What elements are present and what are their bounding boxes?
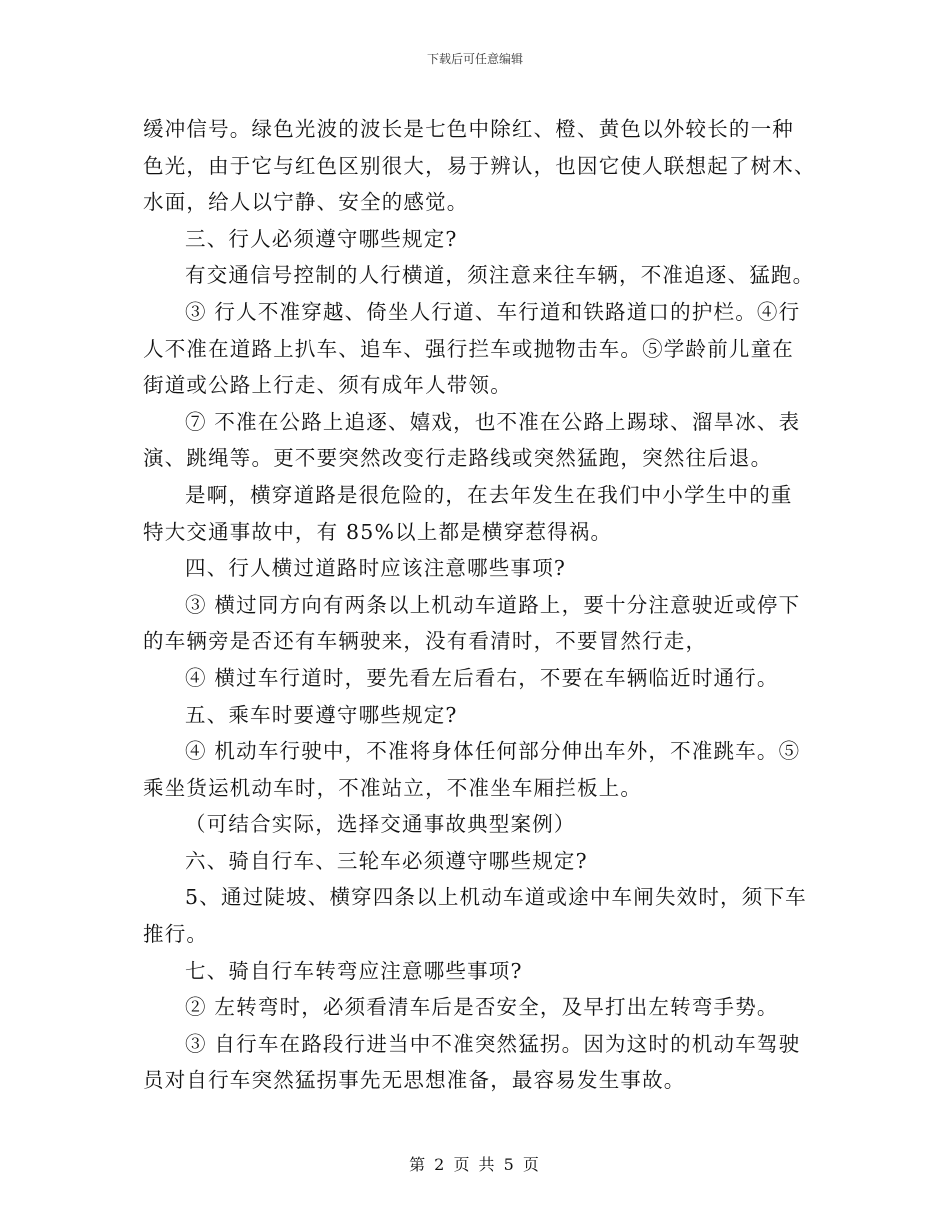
text-line: 缓冲信号。绿色光波的波长是七色中除红、橙、黄色以外较长的一种 bbox=[143, 117, 794, 141]
text-line: ⑦ 不准在公路上追逐、嬉戏，也不准在公路上踢球、溜旱冰、表 bbox=[185, 409, 801, 434]
text-line: 乘坐货运机动车时，不准站立，不准坐车厢拦板上。 bbox=[143, 775, 643, 800]
text-line: ③ 自行车在路段行进当中不准突然猛拐。因为这时的机动车驾驶 bbox=[185, 1031, 801, 1056]
text-line: 员对自行车突然猛拐事先无思想准备，最容易发生事故。 bbox=[143, 1068, 686, 1093]
text-line: 街道或公路上行走、须有成年人带领。 bbox=[143, 373, 512, 398]
text-line: 水面，给人以宁静、安全的感觉。 bbox=[143, 190, 469, 215]
document-body bbox=[143, 111, 815, 1099]
text-line: ④ 机动车行驶中，不准将身体任何部分伸出车外，不准跳车。⑤ bbox=[185, 739, 801, 764]
text-line: 演、跳绳等。更不要突然改变行走路线或突然猛跑，突然往后退。 bbox=[143, 446, 773, 471]
page-number: 第 2 页 共 5 页 bbox=[409, 1155, 541, 1174]
text-line: ③ 横过同方向有两条以上机动车道路上，要十分注意驶近或停下 bbox=[185, 592, 801, 617]
text-line: 人不准在道路上扒车、追车、强行拦车或抛物击车。⑤学龄前儿童在 bbox=[143, 336, 794, 361]
text-line: 是啊，横穿道路是很危险的，在去年发生在我们中小学生中的重 bbox=[185, 482, 793, 507]
text-line: 色光，由于它与红色区别很大，易于辨认，也因它使人联想起了树木、 bbox=[143, 153, 816, 178]
text-line: 推行。 bbox=[143, 922, 209, 947]
text-line: 特大交通事故中，有 85%以上都是横穿惹得祸。 bbox=[143, 519, 613, 544]
section-heading: 六、骑自行车、三轮车必须遵守哪些规定? bbox=[185, 848, 588, 873]
text-line: ② 左转弯时，必须看清车后是否安全，及早打出左转弯手势。 bbox=[185, 995, 779, 1020]
section-heading: 五、乘车时要遵守哪些规定? bbox=[185, 702, 458, 727]
text-line: 有交通信号控制的人行横道，须注意来往车辆，不准追逐、猛跑。 bbox=[185, 263, 815, 288]
section-heading: 七、骑自行车转弯应注意哪些事项? bbox=[185, 958, 523, 983]
text-line: ③ 行人不准穿越、倚坐人行道、车行道和铁路道口的护栏。④行 bbox=[185, 299, 801, 324]
text-line: 的车辆旁是否还有车辆驶来，没有看清时，不要冒然行走， bbox=[143, 629, 708, 654]
text-line: （可结合实际，选择交通事故典型案例） bbox=[185, 812, 576, 837]
page-header: 下载后可任意编辑 bbox=[426, 52, 523, 66]
section-heading: 三、行人必须遵守哪些规定? bbox=[185, 226, 458, 251]
text-line: 5、通过陡坡、横穿四条以上机动车道或途中车闸失效时，须下车 bbox=[185, 885, 807, 910]
text-line: ④ 横过车行道时，要先看左后看右，不要在车辆临近时通行。 bbox=[185, 665, 779, 690]
section-heading: 四、行人横过道路时应该注意哪些事项? bbox=[185, 556, 567, 581]
